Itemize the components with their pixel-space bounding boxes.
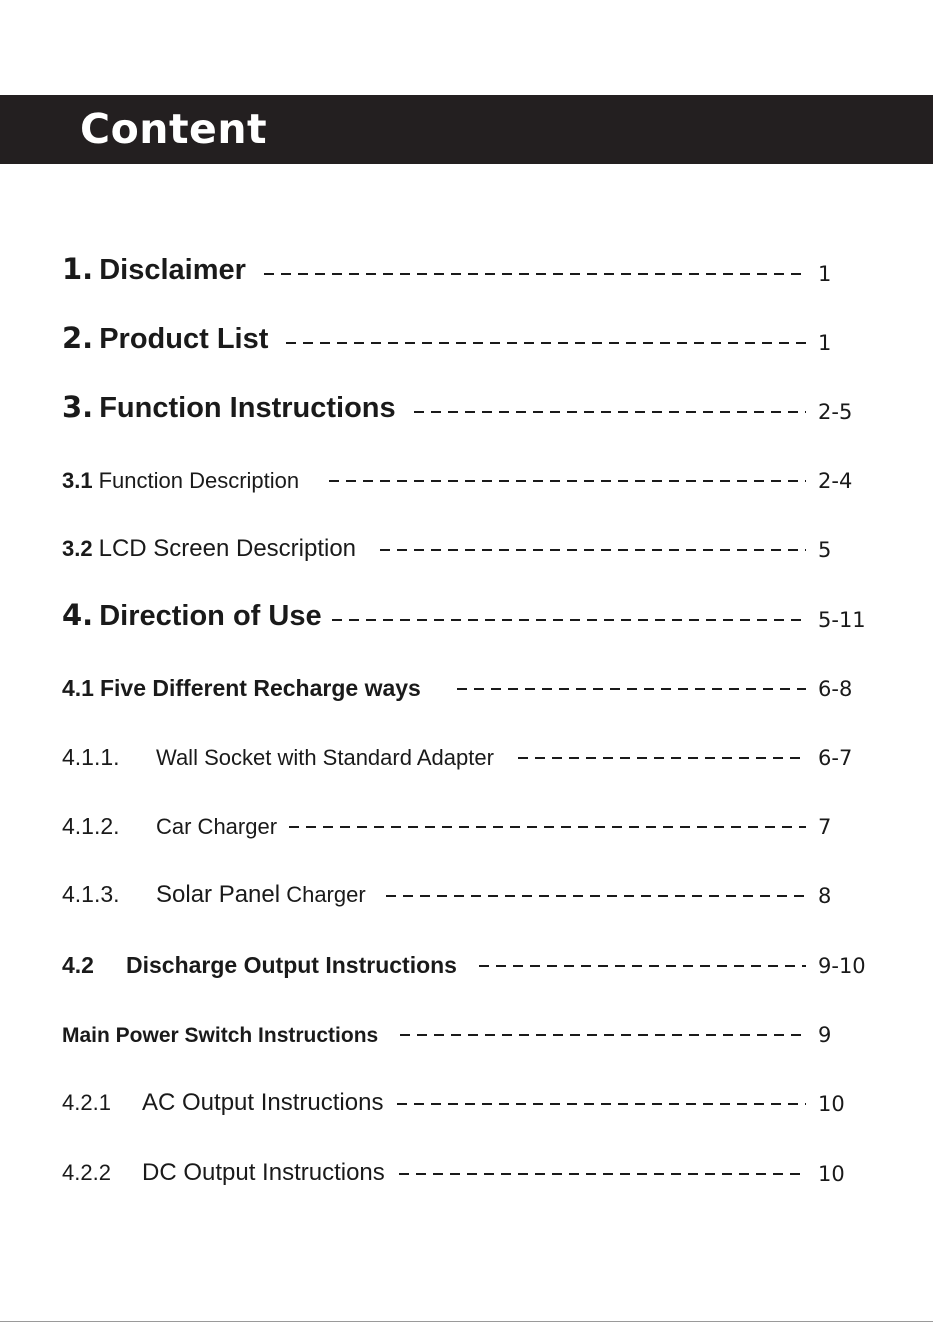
toc-entry-recharge-ways[interactable] [62,662,870,702]
toc-entry-main-power-switch[interactable] [62,1008,870,1048]
dotted-leader [399,1173,806,1175]
toc-entry-function-description[interactable] [62,454,870,494]
toc-entry-number: 4.1.3. [62,881,120,907]
toc-entry-page: 10 [818,1092,845,1116]
toc-entry-wall-socket[interactable] [62,731,870,771]
toc-entry-page: 8 [818,884,832,908]
dotted-leader [380,549,806,551]
toc-entry-title: Discharge Output Instructions [126,952,457,978]
dotted-leader [414,411,806,413]
toc-entry-number: 4.1.1. [62,744,120,770]
toc-entry-function-instructions[interactable] [62,385,870,425]
toc-entry-title: Direction of Use [99,600,322,632]
toc-entry-number: 3.1 [62,468,93,493]
dotted-leader [264,273,806,275]
toc-entry-solar-panel-charger[interactable] [62,869,870,909]
bottom-divider [0,1321,933,1322]
dotted-leader [397,1103,806,1105]
toc-entry-product-list[interactable] [62,316,870,356]
toc-entry-page: 6-8 [818,677,853,701]
toc-entry-car-charger[interactable] [62,800,870,840]
dotted-leader [329,480,806,482]
dotted-leader [400,1034,806,1036]
toc-entry-title: Main Power Switch Instructions [62,1024,379,1047]
dotted-leader [457,688,806,690]
toc-entry-page: 2-5 [818,400,853,424]
toc-entry-number: 4.2.1 [62,1090,111,1115]
toc-entry-title-part: Charger [286,882,366,907]
toc-entry-number: 1. [62,252,94,286]
dotted-leader [289,826,806,828]
toc-entry-title: Five Different Recharge ways [99,675,421,701]
toc-entry-page: 1 [818,262,832,286]
toc-entry-title: Function Description [98,468,300,493]
toc-entry-title: Disclaimer [99,254,246,286]
toc-entry-page: 2-4 [818,469,853,493]
toc-entry-title: Function Instructions [99,392,396,424]
toc-entry-page: 10 [818,1162,845,1186]
page-title: Content [80,105,268,153]
toc-entry-title: Car Charger [156,814,278,839]
dotted-leader [332,619,806,621]
toc-entry-number: 4.1 [62,675,94,701]
toc-entry-direction-of-use[interactable] [62,593,870,633]
dotted-leader [479,965,806,967]
toc-entry-page: 5 [818,538,832,562]
toc-entry-dc-output[interactable] [62,1147,870,1187]
toc-entry-title: Wall Socket with Standard Adapter [156,745,494,770]
toc-entry-title: DC Output Instructions [142,1159,385,1186]
toc-entry-title: Product List [99,323,269,355]
toc-entry-page: 9-10 [818,954,866,978]
toc-entry-title: LCD Screen Description [98,535,357,562]
toc-entry-number: 4. [62,598,94,632]
toc-entry-page: 1 [818,331,832,355]
toc-entry-page: 7 [818,815,832,839]
toc-entry-lcd-screen-description[interactable] [62,523,870,563]
toc-entry-disclaimer[interactable] [62,247,870,287]
toc-entry-number: 4.2.2 [62,1160,111,1185]
toc-entry-page: 5-11 [818,608,866,632]
toc-entry-title-part: Solar Panel [156,881,281,908]
toc-entry-number: 2. [62,321,94,355]
toc-entry-page: 6-7 [818,746,853,770]
toc-entry-number: 3. [62,390,94,424]
dotted-leader [286,342,806,344]
dotted-leader [518,757,806,759]
toc-entry-ac-output[interactable] [62,1077,870,1117]
toc-entry-title [156,881,366,909]
toc-entry-page: 9 [818,1023,832,1047]
toc-entry-discharge-output[interactable] [62,939,870,979]
dotted-leader [386,895,806,897]
toc-entry-title: AC Output Instructions [142,1089,384,1116]
toc-entry-number: 4.2 [62,952,94,978]
toc-entry-number: 3.2 [62,536,93,561]
toc-entry-number: 4.1.2. [62,813,120,839]
